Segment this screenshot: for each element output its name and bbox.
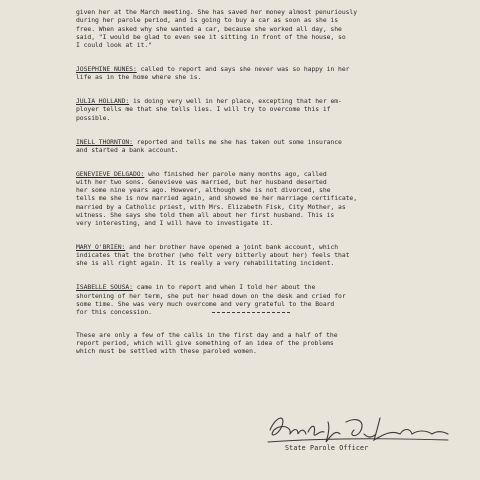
- paragraph-text: came in to report and when I told her about the shortening of her term, she put her head down on the desk and cried for some time. She was very much overcome and very grateful to the Board for this concession.: [76, 283, 346, 317]
- paragraph-text: is doing very well in her place, excepting that her em- ployer tells me that she tells lies. I will try to overcome this if possible.: [76, 97, 342, 122]
- parolee-name: INELL THORNTON:: [76, 137, 133, 146]
- paragraph-josephine-nunes: [76, 65, 406, 81]
- paragraph-mary-obrien: [76, 243, 406, 268]
- parolee-name: JOSEPHINE NUNES:: [76, 65, 137, 74]
- paragraph-text: given her at the March meeting. She has saved her money almost penuriously during her parole period, and is going to buy a car as soon as she is free. When asked why she wanted a car, because she worked all day, she said, "I would be glad to even see it sitting in front of the house, so I could look at it.": [76, 8, 358, 50]
- paragraph-genevieve-delgado: [76, 170, 406, 227]
- paragraph-inell-thornton: [76, 138, 406, 154]
- parolee-name: ISABELLE SOUSA:: [76, 283, 133, 292]
- section-divider: [212, 312, 290, 313]
- handwritten-signature: [262, 408, 452, 448]
- parolee-name: JULIA HOLLAND:: [76, 97, 130, 106]
- closing-paragraph: These are only a few of the calls in the first day and a half of the report period, which will give something of an idea of the problems which must be settled with these paroled women.: [76, 331, 338, 356]
- parolee-name: MARY O'BRIEN:: [76, 243, 126, 252]
- paragraph-julia-holland: [76, 97, 406, 122]
- paragraph-text: and her brother have opened a joint bank account, which indicates that the brother (who felt very bitterly about her) feels that she is all right again. It is really a very rehabilitating incident.: [76, 243, 350, 268]
- paragraph-continuation: [76, 8, 406, 49]
- paragraph-text: called to report and says she never was so happy in her life as in the home where she is.: [76, 65, 350, 82]
- paragraph-text: who finished her parole many months ago, called with her two sons. Genevieve was married, but her husband deserted her some nine years ago. However, although she is not divorced, she tells me she is now married again, and showed me her marriage certificate, married by a Catholic priest, with Mrs. Elizabeth Fisk, City Mother, as witness. She says she told them all about her first husband. This is very interesting, and I will have to investigate it.: [76, 169, 358, 228]
- report-body: [76, 0, 406, 332]
- paragraph-text: reported and tells me she has taken out some insurance and started a bank account.: [76, 137, 342, 154]
- parolee-name: GENEVIEVE DELGADO:: [76, 169, 145, 178]
- signer-title: State Parole Officer: [285, 444, 369, 452]
